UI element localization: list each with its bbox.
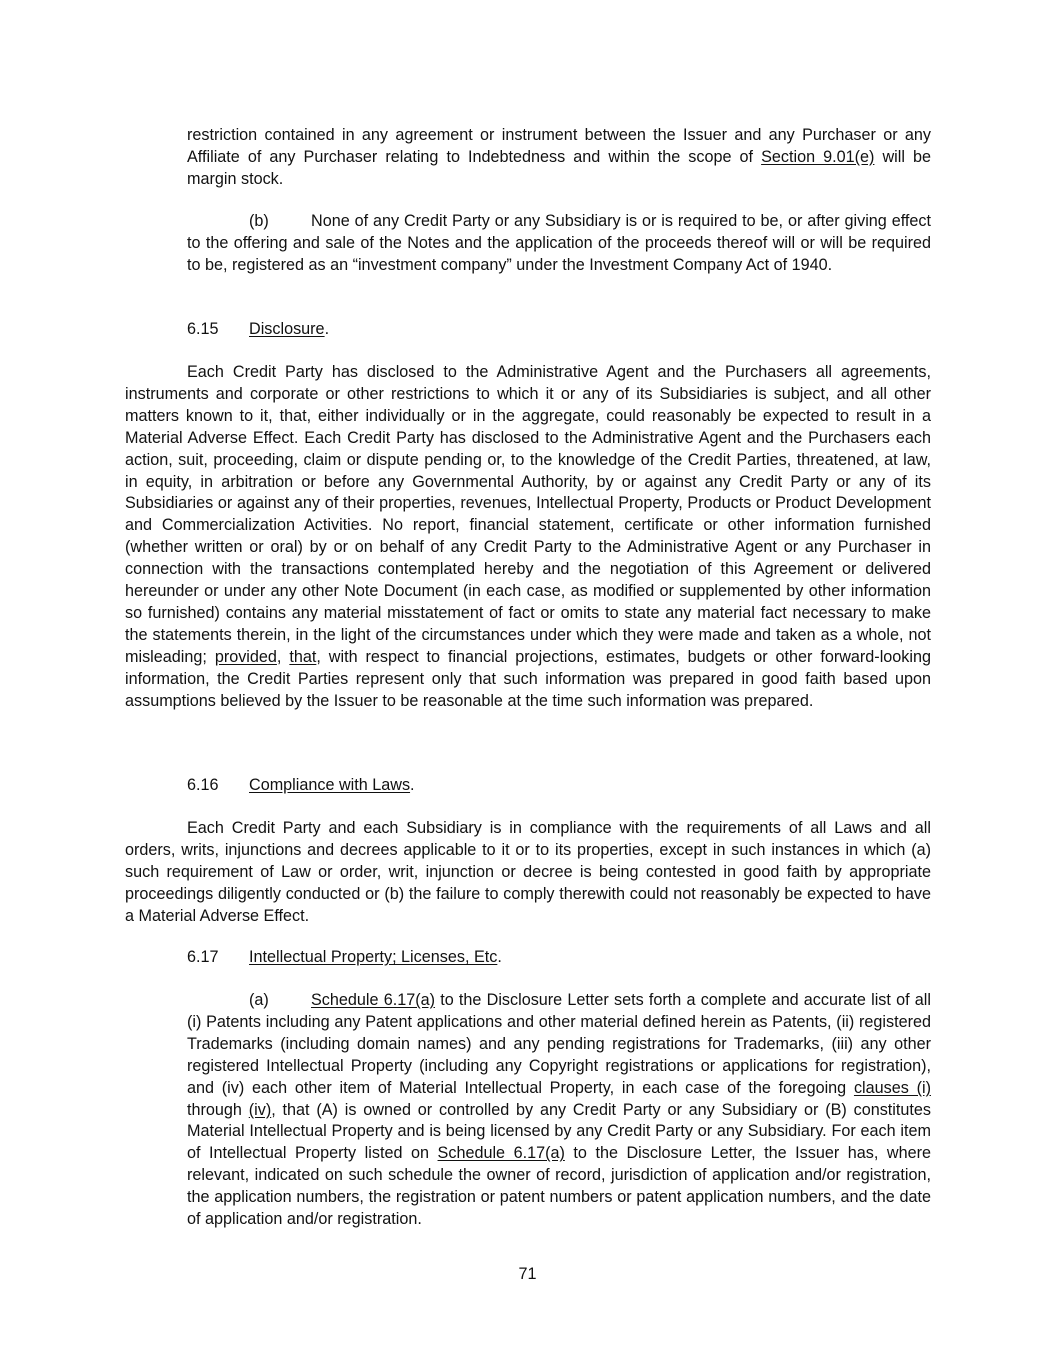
section-number: 6.16 <box>187 776 219 794</box>
clause-label: (a) <box>249 991 269 1009</box>
page-number: 71 <box>518 1265 537 1283</box>
paragraph-6-15-body: Each Credit Party has disclosed to the Administrative Agent and the Purchasers all agreements, instruments and corporate or other restrictions to which it or any of its Subsidiaries is subject, and all other matters known to it, that, either individually or in the aggregate, could reasonably be expected to result in a Material Adverse Effect. Each Credit Party has disclosed to the Administrative Agent and the Purchasers each action, suit, proceeding, claim or dispute pending or, to the knowledge of the Credit Parties, threatened, at law, in equity, in arbitration or before any Governmental Authority, by or against any Credit Party or any of its Subsidiaries or against any of their properties, revenues, Intellectual Property, Products or Product Development and Commercialization Activities. No report, financial statement, certificate or other information furnished (whether written or oral) by or on behalf of any Credit Party to the Administrative Agent or any Purchaser in connection with the transactions contemplated hereby and the negotiation of this Agreement or delivered hereunder or under any other Note Document (in each case, as modified or supplemented by other information so furnished) contains any material misstatement of fact or omits to state any material fact necessary to make the statements therein, in the light of the circumstances under which they were made and taken as a whole, not misleading; provided, that, with respect to financial projections, estimates, budgets or other forward-looking information, the Credit Parties represent only that such information was prepared in good faith based upon assumptions believed by the Issuer to be reasonable at the time such information was prepared. <box>125 363 931 710</box>
section-heading-6-15: 6.15 Disclosure. <box>187 319 931 341</box>
defined-term-provided: provided <box>214 647 277 666</box>
section-title: Compliance with Laws <box>249 776 411 794</box>
paragraph-6-14-b: (b) None of any Credit Party or any Subsidiary is or is required to be, or after giving effect to the offering and sale of the Notes and the application of the proceeds thereof will or will be required to be, registered as an “investment company” under the Investment Company Act of 1940. <box>187 212 931 274</box>
schedule-reference: Schedule 6.17(a) <box>437 1144 565 1163</box>
section-reference: Section 9.01(e) <box>761 147 875 166</box>
section-title: Disclosure <box>249 320 325 338</box>
section-title: Intellectual Property; Licenses, Etc <box>249 948 498 966</box>
section-number: 6.15 <box>187 320 219 338</box>
clause-label: (b) <box>249 212 269 230</box>
defined-term-that: that <box>289 647 317 666</box>
paragraph-6-17-a: (a) Schedule 6.17(a) to the Disclosure Letter sets forth a complete and accurate list of all (i) Patents including any Patent applications and other material defined herein as Patents, (ii) registered Trademarks (including domain names) and any pending registrations for Trademarks, (iii) any other registered Intellectual Property (including any Copyright registrations or applications for registration), and (iv) each other item of Material Intellectual Property, in each case of the foregoing clauses (i) through (iv), that (A) is owned or controlled by any Credit Party or any Subsidiary or (B) constitutes Material Intellectual Property and is being licensed by any Credit Party or any Subsidiary. For each item of Intellectual Property listed on Schedule 6.17(a) to the Disclosure Letter, the Issuer has, where relevant, indicated on such schedule the owner of record, jurisdiction of application and/or registration, the application numbers, the registration or patent numbers or patent application numbers, and the date of application and/or registration. <box>187 991 931 1229</box>
clause-reference: clauses (i) <box>853 1078 931 1097</box>
schedule-reference: Schedule 6.17(a) <box>311 991 435 1009</box>
section-number: 6.17 <box>187 948 219 966</box>
section-heading-6-17: 6.17 Intellectual Property; Licenses, Etc. <box>187 947 931 969</box>
paragraph-6-16-body: Each Credit Party and each Subsidiary is in compliance with the requirements of all Laws and all orders, writs, injunctions and decrees applicable to it or to its properties, except in such instances in which (a) such requirement of Law or order, writ, injunction or decree is being contested in good faith by appropriate proceedings diligently conducted or (b) the failure to comply therewith could not reasonably be expected to have a Material Adverse Effect. <box>125 819 931 925</box>
paragraph-intro-continuation: restriction contained in any agreement or instrument between the Issuer and any Purchaser or any Affiliate of any Purchaser relating to Indebtedness and within the scope of Section 9.01(e) will be margin stock. <box>187 126 931 188</box>
clause-reference: (iv) <box>248 1100 272 1119</box>
section-heading-6-16: 6.16 Compliance with Laws. <box>187 775 931 797</box>
